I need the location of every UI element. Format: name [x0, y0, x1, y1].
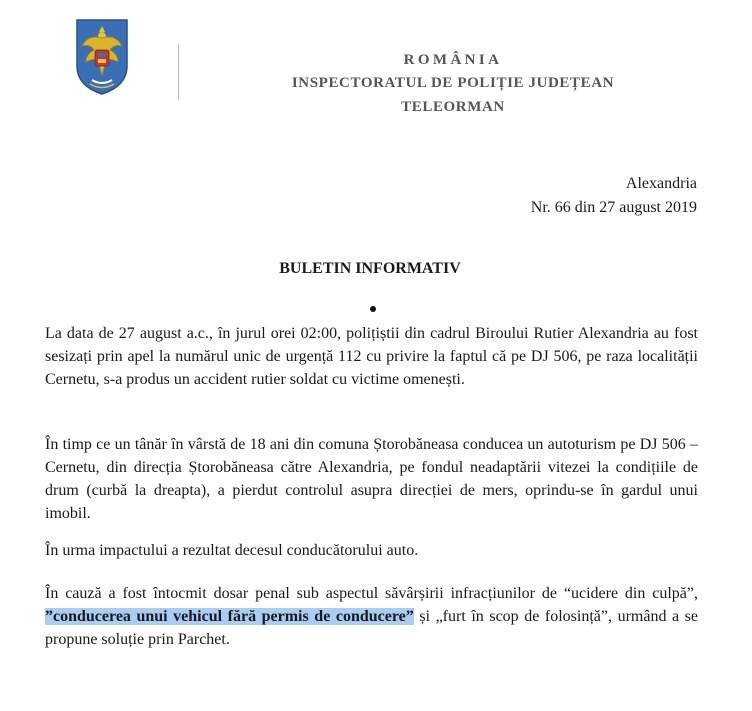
header-county: TELEORMAN: [401, 99, 505, 115]
paragraph-4: [45, 582, 698, 651]
document-place: Alexandria: [625, 175, 697, 192]
highlighted-text: ”conducerea unui vehicul fără permis de conducere”: [45, 608, 414, 625]
header-institution: INSPECTORATUL DE POLIȚIE JUDEȚEAN: [291, 75, 615, 91]
document-number: Nr. 66 din 27 august 2019: [530, 199, 697, 216]
paragraph-2: În timp ce un tânăr în vârstă de 18 ani din comuna Ștorobăneasa conducea un autoturism pe DJ 506 – Cernetu, din direcția Ștorobăneasa către Alexandria, pe fondul neadaptării vitezei la condițiile de drum (curbă la dreapta), a pierdut controlul asupra direcției de mers, oprindu-se în gardul unui imobil.: [45, 436, 698, 522]
paragraph-1: La data de 27 august a.c., în jurul orei 02:00, polițiștii din cadrul Biroului Rutier Alexandria au fost sesizați prin apel la numărul unic de urgență 112 cu privire la faptul că pe DJ 506, pe raza localității Cernetu, s-a produs un accident rutier soldat cu victime omenești.: [45, 325, 698, 388]
paragraph-4-end: și „furt în scop de folosință”, urmând a se propune soluție prin Parchet.: [45, 608, 699, 648]
header-divider: [178, 44, 179, 100]
document-title: BULETIN INFORMATIV: [279, 260, 461, 277]
paragraph-3: În urma impactului a rezultat decesul conducătorului auto.: [45, 542, 419, 559]
coat-of-arms-logo: [74, 16, 130, 96]
bullet-dot: [370, 306, 376, 312]
header-country: ROMÂNIA: [403, 52, 503, 68]
paragraph-4-start: În cauză a fost întocmit dosar penal sub aspectul săvârșirii infracțiunilor de “ucidere din culpă”,: [45, 585, 698, 602]
